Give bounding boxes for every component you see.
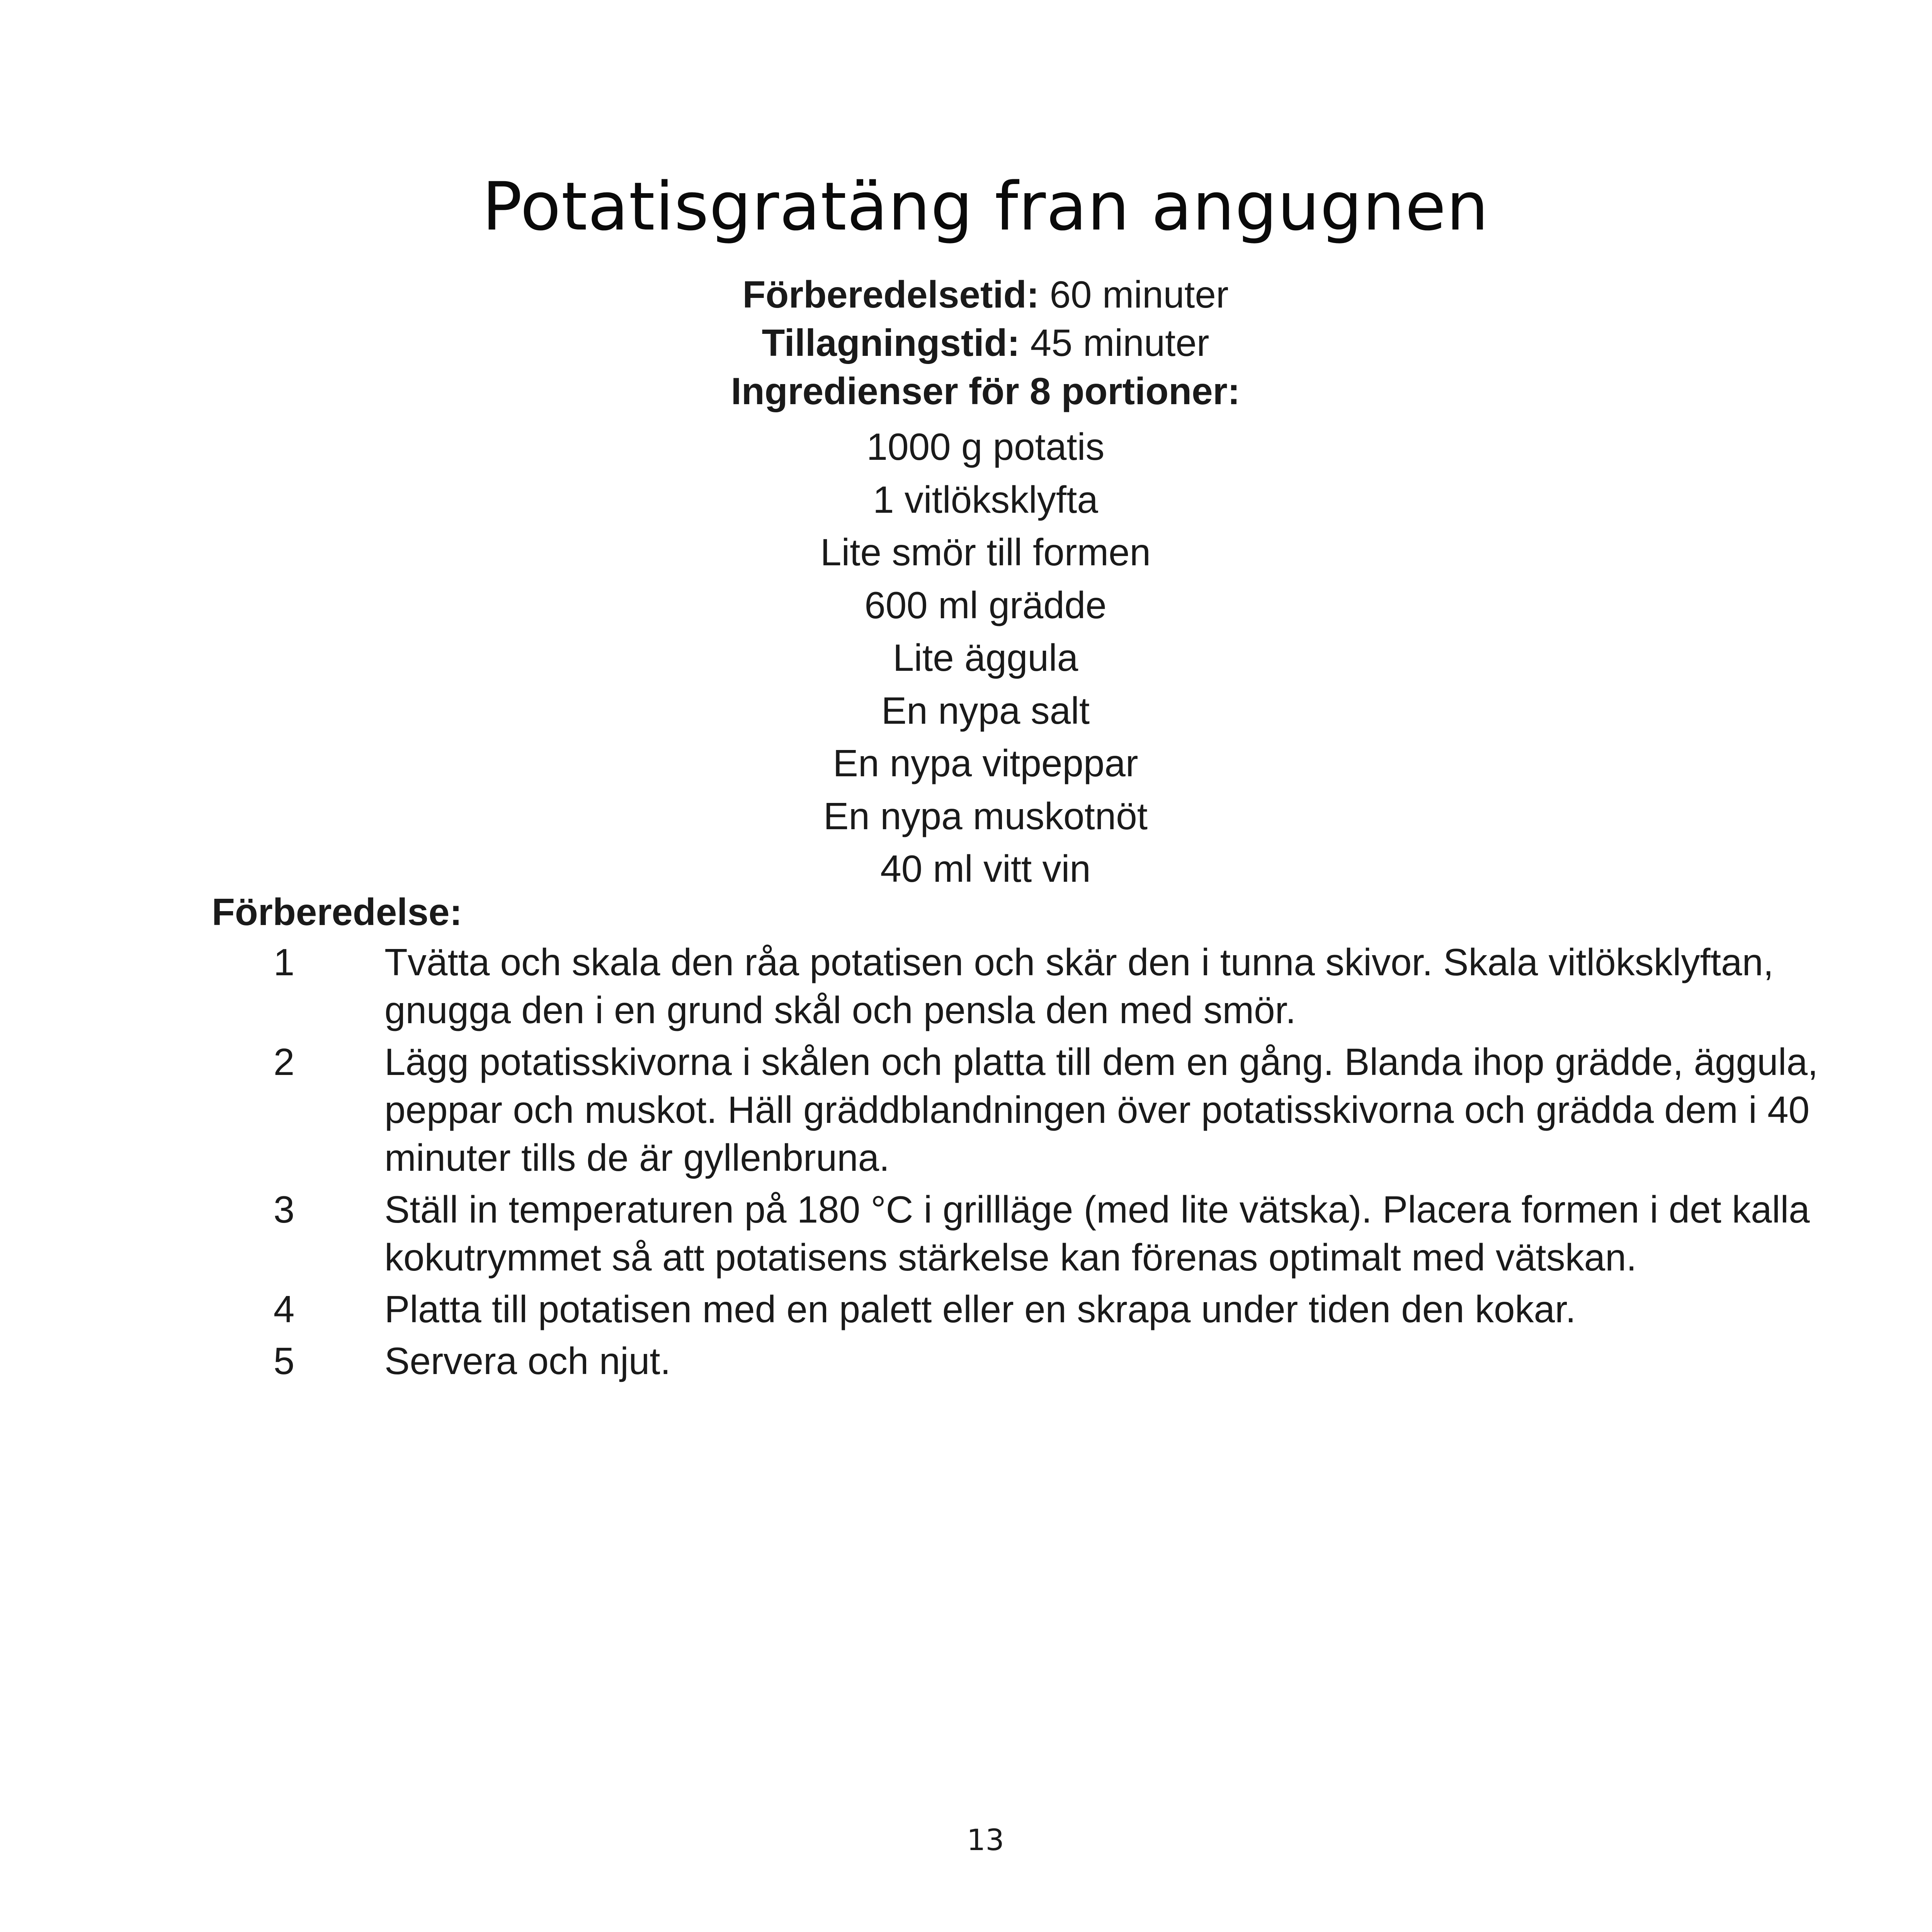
preparation-steps xyxy=(0,938,1932,1389)
cook-time-value: 45 minuter xyxy=(1030,321,1209,364)
ingredients-heading: Ingredienser för 8 portioner: xyxy=(731,370,1240,412)
step-item xyxy=(0,1038,1849,1182)
step-item xyxy=(0,1285,1849,1333)
ingredient-item: En nypa muskotnöt xyxy=(823,794,1148,837)
prep-time-value: 60 minuter xyxy=(1049,273,1229,316)
step-item xyxy=(0,1337,1849,1385)
page-number: 13 xyxy=(967,1823,1004,1857)
step-text: Ställ in temperaturen på 180 °C i grillläge (med lite vätska). Placera formen i det kalla kokutrymmet så att potatisens stärkelse kan förenas optimalt med vätskan. xyxy=(384,1188,1810,1279)
ingredient-item: 1 vitlöksklyfta xyxy=(873,478,1098,521)
step-number: 2 xyxy=(273,1041,295,1083)
step-text: Servera och njut. xyxy=(384,1340,671,1382)
step-item xyxy=(0,1185,1849,1281)
ingredient-item: En nypa salt xyxy=(881,689,1090,732)
step-text: Tvätta och skala den råa potatisen och skär den i tunna skivor. Skala vitlöksklyftan, gnugga den i en grund skål och pensla den med smör. xyxy=(384,941,1774,1031)
preparation-heading: Förberedelse: xyxy=(212,891,463,933)
ingredient-item: 600 ml grädde xyxy=(864,583,1107,626)
step-item xyxy=(0,938,1849,1034)
recipe-meta xyxy=(0,270,1932,415)
step-number: 3 xyxy=(273,1188,295,1231)
prep-time-line xyxy=(0,270,1932,319)
cook-time-label: Tillagningstid: xyxy=(762,321,1020,364)
step-number: 5 xyxy=(273,1340,295,1382)
step-number: 4 xyxy=(273,1288,295,1330)
ingredient-item: 1000 g potatis xyxy=(866,425,1105,468)
step-number: 1 xyxy=(273,941,295,983)
ingredient-item: En nypa vitpeppar xyxy=(833,742,1138,784)
recipe-title: Potatisgratäng fran angugnen xyxy=(482,168,1489,245)
step-text: Platta till potatisen med en palett eller en skrapa under tiden den kokar. xyxy=(384,1288,1576,1330)
prep-time-label: Förberedelsetid: xyxy=(742,273,1039,316)
ingredient-item: Lite äggula xyxy=(893,636,1078,679)
ingredient-item: Lite smör till formen xyxy=(820,531,1151,573)
cook-time-line xyxy=(0,319,1932,367)
step-text: Lägg potatisskivorna i skålen och platta till dem en gång. Blanda ihop grädde, äggula, peppar och muskot. Häll gräddblandningen över potatisskivorna och grädda dem i 40 minuter tills de är gyllenbruna. xyxy=(384,1041,1818,1179)
ingredient-item: 40 ml vitt vin xyxy=(880,847,1091,890)
ingredients-list xyxy=(0,420,1932,895)
